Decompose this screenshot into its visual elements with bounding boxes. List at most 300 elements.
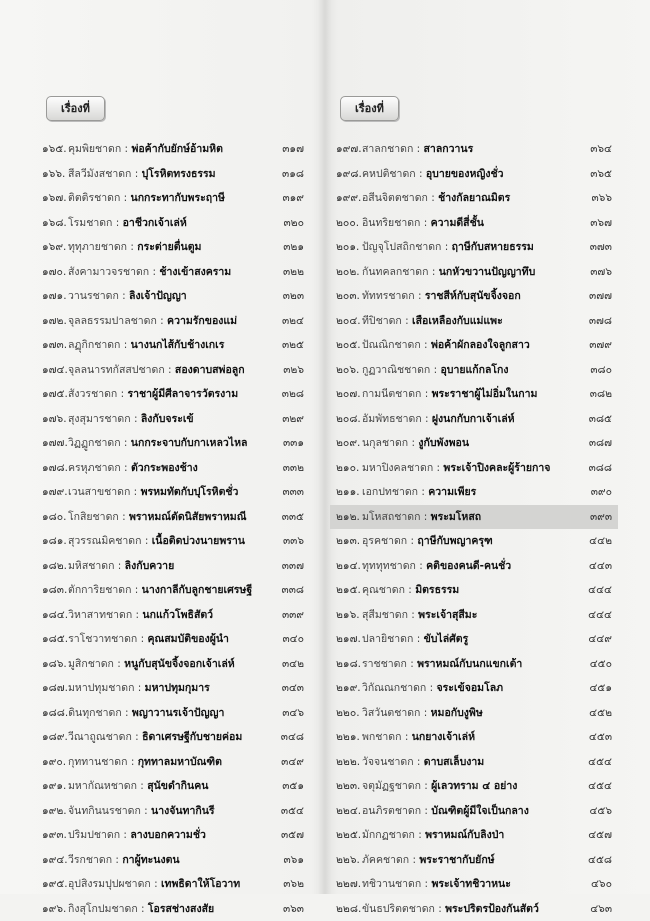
entry-page-number: ๓๘๘: [589, 456, 612, 481]
entry-title: จันทกินนรชาดก: [68, 805, 141, 817]
entry-title: สุวรรณมิคชาดก: [68, 535, 141, 547]
entry-separator: :: [408, 609, 418, 621]
entry-subtitle: งูกับพังพอน: [418, 437, 469, 449]
entry-subtitle: ความเพียร: [428, 486, 476, 498]
entry-separator: :: [131, 584, 141, 596]
entry-page-number: ๓๑๗: [282, 137, 304, 162]
entry-subtitle: พราหมณ์กับลิงป่า: [425, 829, 504, 841]
entry-title: วิกัณณกชาดก: [362, 682, 426, 694]
entry-page-number: ๔๕๐: [590, 652, 612, 677]
entry-title: อุรคชาดก: [362, 535, 407, 547]
toc-entry: [42, 260, 304, 285]
toc-entry: [336, 407, 612, 432]
entry-page-number: ๓๔๙: [281, 750, 304, 775]
entry-title: ปัญจุโปสถิกชาดก: [362, 241, 441, 253]
entry-title: ติตติรชาดก: [68, 192, 120, 204]
entry-number: ๑๗๕.: [42, 382, 68, 407]
entry-number: ๑๖๕.: [42, 137, 68, 162]
entry-separator: :: [426, 682, 436, 694]
entry-page-number: ๓๖๕: [590, 162, 612, 187]
entry-page-number: ๓๖๗: [590, 211, 612, 236]
entry-number: ๑๙๘.: [336, 162, 362, 187]
entry-page-number: ๓๒๖: [283, 358, 304, 383]
entry-page-number: ๓๖๑: [283, 848, 304, 873]
toc-entry: [336, 872, 612, 897]
entry-page-number: ๔๕๒: [589, 701, 612, 726]
entry-page-number: ๓๒๕: [282, 333, 304, 358]
toc-entry: [330, 505, 618, 530]
entry-separator: :: [420, 707, 430, 719]
entry-separator: :: [137, 633, 147, 645]
entry-subtitle: พ่อค้ากับยักษ์อ้ามหิต: [131, 143, 222, 155]
toc-entry: [42, 186, 304, 211]
entry-page-number: ๓๑๙: [282, 186, 304, 211]
toc-entry: [336, 260, 612, 285]
entry-subtitle: เทพธิดาให้โอวาท: [161, 878, 240, 890]
entry-title: ขันธปริตตชาดก: [362, 903, 435, 915]
entry-separator: :: [421, 878, 431, 890]
entry-title: เวนสาขชาดก: [68, 486, 130, 498]
entry-page-number: ๓๗๙: [589, 333, 612, 358]
entry-subtitle: นกหัวขวานปัญญาทึบ: [439, 266, 536, 278]
entry-separator: :: [120, 339, 130, 351]
entry-subtitle: ตัวกระพองช้าง: [131, 462, 198, 474]
entry-subtitle: ความรักของแม่: [167, 315, 237, 327]
entry-separator: :: [120, 192, 130, 204]
entry-page-number: ๔๖๐: [591, 872, 612, 897]
entry-subtitle: ฤาษีกับสหายธรรม: [452, 241, 534, 253]
entry-title: วีณาถูณชาดก: [68, 731, 132, 743]
entry-page-number: ๓๔๒: [282, 652, 304, 677]
toc-entry: [42, 309, 304, 334]
entry-subtitle: ขับไล่ศัตรู: [424, 633, 469, 645]
entry-separator: :: [402, 315, 412, 327]
toc-entry: [336, 823, 612, 848]
right-column: [336, 96, 612, 921]
entry-page-number: ๔๔๙: [588, 627, 612, 652]
entry-title: มูสิกชาดก: [68, 658, 114, 670]
entry-subtitle: นกกระทากับพระฤาษี: [131, 192, 225, 204]
entry-title: สังวรชาดก: [68, 388, 117, 400]
entry-separator: :: [157, 315, 167, 327]
entry-number: ๑๗๘.: [42, 456, 68, 481]
entry-title: เอกปทชาดก: [362, 486, 418, 498]
entry-number: ๑๙๓.: [42, 823, 68, 848]
entry-title: มักกฏชาดก: [362, 829, 415, 841]
entry-page-number: ๔๔๒: [589, 529, 612, 554]
entry-page-number: ๓๔๖: [282, 701, 304, 726]
entry-separator: :: [119, 290, 129, 302]
entry-number: ๑๖๗.: [42, 186, 68, 211]
entry-subtitle: มหาปทุมกุมาร: [145, 682, 210, 694]
entry-page-number: ๓๘๕: [589, 407, 612, 432]
entry-subtitle: ราชสีห์กับสุนัขจิ้งจอก: [425, 290, 521, 302]
entry-number: ๑๗๑.: [42, 284, 68, 309]
entry-page-number: ๓๒๘: [282, 382, 304, 407]
entry-number: ๑๘๔.: [42, 603, 68, 628]
entry-subtitle: พระเจ้าทชิวาหนะ: [431, 878, 510, 890]
toc-entry: [336, 897, 612, 921]
entry-page-number: ๓๓๒: [283, 456, 304, 481]
entry-separator: :: [131, 413, 141, 425]
entry-subtitle: นกกระจาบกับกาเหลวไหล: [131, 437, 248, 449]
toc-entry: [42, 603, 304, 628]
entry-subtitle: พระเจ้าสุสีมะ: [418, 609, 477, 621]
entry-number: ๑๘๗.: [42, 676, 68, 701]
entry-title: จุลลธรรมปาลชาดก: [68, 315, 157, 327]
entry-number: ๒๑๔.: [336, 554, 362, 579]
entry-number: ๑๘๕.: [42, 627, 68, 652]
entry-page-number: ๔๕๔: [588, 774, 612, 799]
toc-entry: [336, 456, 612, 481]
entry-title: วีรกชาดก: [68, 854, 112, 866]
entry-number: ๑๙๗.: [336, 137, 362, 162]
right-toc-list: [336, 137, 612, 921]
entry-number: ๑๘๐.: [42, 505, 68, 530]
entry-subtitle: ดาบสเล็บงาม: [424, 756, 484, 768]
entry-subtitle: ลิงกับจระเข้: [141, 413, 194, 425]
entry-number: ๒๒๘.: [336, 897, 362, 921]
entry-separator: :: [120, 829, 130, 841]
entry-subtitle: นกแก้วโพธิสัตว์: [142, 609, 213, 621]
entry-title: ภัคคชาดก: [362, 854, 409, 866]
toc-entry: [336, 186, 612, 211]
entry-number: ๑๗๗.: [42, 431, 68, 456]
entry-separator: :: [134, 682, 144, 694]
entry-page-number: ๓๘๒: [590, 382, 612, 407]
entry-subtitle: พราหมณ์ตัดนิสัยพราหมณี: [129, 511, 246, 523]
entry-title: สุสีมชาดก: [362, 609, 408, 621]
toc-entry: [42, 358, 304, 383]
entry-number: ๒๑๙.: [336, 676, 362, 701]
entry-subtitle: เสือเหลืองกับแม่แพะ: [412, 315, 503, 327]
entry-separator: :: [421, 805, 431, 817]
toc-entry: [42, 137, 304, 162]
entry-separator: :: [121, 143, 131, 155]
entry-title: อัมพัทธชาดก: [362, 413, 422, 425]
toc-entry: [336, 701, 612, 726]
entry-page-number: ๔๕๘: [588, 848, 612, 873]
entry-number: ๒๒๓.: [336, 774, 362, 799]
toc-entry: [42, 235, 304, 260]
entry-number: ๒๐๗.: [336, 382, 362, 407]
entry-number: ๒๐๐.: [336, 211, 362, 236]
entry-subtitle: นางนกไส้กับช้างเกเร: [131, 339, 225, 351]
entry-title: กูฏวาณิชชาดก: [362, 364, 430, 376]
entry-page-number: ๓๗๘: [589, 309, 612, 334]
entry-title: ลฏุกิกชาดก: [68, 339, 120, 351]
entry-title: คหปติชาดก: [362, 168, 416, 180]
entry-subtitle: อุบายของหญิงชั่ว: [426, 168, 504, 180]
entry-subtitle: กระต่ายตื่นตูม: [137, 241, 201, 253]
entry-subtitle: พราหมณ์กับนกแขกเต้า: [417, 658, 522, 670]
entry-subtitle: อุบายแก้กลโกง: [440, 364, 508, 376]
entry-title: สีลวีมังสชาดก: [68, 168, 131, 180]
entry-page-number: ๔๕๔: [588, 750, 612, 775]
entry-subtitle: พ่อค้าผักลองใจลูกสาว: [431, 339, 530, 351]
entry-title: นกุลชาดก: [362, 437, 408, 449]
entry-title: โรมชาดก: [68, 217, 112, 229]
entry-page-number: ๓๓๕: [282, 505, 304, 530]
entry-title: จตุมัฏฐชาดก: [362, 780, 421, 792]
entry-separator: :: [117, 388, 127, 400]
entry-separator: :: [414, 756, 424, 768]
entry-page-number: ๓๙๐: [591, 480, 612, 505]
toc-entry: [42, 750, 304, 775]
entry-title: สาลกชาดก: [362, 143, 413, 155]
entry-separator: :: [407, 535, 417, 547]
toc-entry: [42, 284, 304, 309]
entry-subtitle: สาลกวานร: [424, 143, 474, 155]
entry-page-number: ๓๖๒: [283, 872, 304, 897]
entry-title: วานรชาดก: [68, 290, 119, 302]
entry-separator: :: [421, 339, 431, 351]
toc-entry: [42, 554, 304, 579]
entry-separator: :: [433, 462, 443, 474]
entry-title: มหิสชาดก: [68, 560, 114, 572]
entry-number: ๑๙๙.: [336, 186, 362, 211]
entry-page-number: ๓๖๔: [590, 137, 612, 162]
entry-subtitle: โอรสช่างสงสัย: [148, 903, 214, 915]
toc-entry: [42, 456, 304, 481]
entry-page-number: ๓๖๓: [283, 897, 304, 921]
entry-number: ๑๙๐.: [42, 750, 68, 775]
entry-separator: :: [422, 413, 432, 425]
toc-entry: [42, 872, 304, 897]
page-gutter: [318, 0, 332, 894]
entry-page-number: ๓๓๘: [282, 578, 304, 603]
toc-entry: [42, 823, 304, 848]
entry-separator: :: [127, 756, 137, 768]
entry-page-number: ๔๔๔: [588, 603, 612, 628]
entry-title: โกสิยชาดก: [68, 511, 119, 523]
entry-subtitle: นางกาลีกับลูกชายเศรษฐี: [142, 584, 253, 596]
toc-entry: [42, 431, 304, 456]
entry-subtitle: สุนัขดำกินคน: [147, 780, 208, 792]
entry-title: ทีปิชาดก: [362, 315, 402, 327]
entry-title: พกชาดก: [362, 731, 401, 743]
entry-separator: :: [130, 486, 140, 498]
toc-entry: [336, 799, 612, 824]
entry-page-number: ๓๓๙: [282, 603, 304, 628]
entry-subtitle: พรหมทัตกับปุโรหิตชั่ว: [141, 486, 239, 498]
entry-subtitle: หนูกับสุนัขจิ้งจอกเจ้าเล่ห์: [124, 658, 235, 670]
entry-title: กิงสุโกปมชาดก: [68, 903, 138, 915]
toc-entry: [336, 603, 612, 628]
entry-title: กามนีตชาดก: [362, 388, 421, 400]
entry-number: ๒๒๖.: [336, 848, 362, 873]
entry-separator: :: [119, 511, 129, 523]
toc-entry: [42, 627, 304, 652]
entry-separator: :: [138, 903, 148, 915]
entry-page-number: ๔๕๑: [589, 676, 612, 701]
entry-subtitle: ความดีสี่ชั้น: [431, 217, 484, 229]
entry-separator: :: [132, 731, 142, 743]
entry-page-number: ๓๕๑: [282, 774, 304, 799]
entry-number: ๑๙๖.: [42, 897, 68, 921]
entry-title: ทชิวานชาดก: [362, 878, 421, 890]
toc-entry: [42, 162, 304, 187]
toc-entry: [42, 578, 304, 603]
entry-separator: :: [416, 560, 426, 572]
entry-title: คุมพิยชาดก: [68, 143, 121, 155]
entry-number: ๑๘๒.: [42, 554, 68, 579]
entry-number: ๑๙๑.: [42, 774, 68, 799]
left-section-header: เรื่องที่: [46, 96, 105, 121]
toc-entry: [336, 676, 612, 701]
entry-separator: :: [416, 168, 426, 180]
left-toc-list: [42, 137, 304, 921]
entry-title: คุณชาดก: [362, 584, 405, 596]
entry-page-number: ๓๓๓: [282, 480, 304, 505]
entry-page-number: ๔๕๗: [588, 823, 612, 848]
entry-separator: :: [112, 854, 122, 866]
entry-title: ครหุภชาดก: [68, 462, 121, 474]
toc-entry: [336, 725, 612, 750]
entry-number: ๑๗๒.: [42, 309, 68, 334]
entry-title: ราชชาดก: [362, 658, 407, 670]
entry-page-number: ๓๓๑: [283, 431, 304, 456]
entry-subtitle: มิตรธรรม: [415, 584, 459, 596]
entry-number: ๒๑๒.: [336, 505, 362, 530]
entry-subtitle: หมอกับงูพิษ: [431, 707, 483, 719]
toc-entry: [42, 480, 304, 505]
entry-subtitle: พระราชากับยักษ์: [419, 854, 494, 866]
entry-separator: :: [131, 168, 141, 180]
entry-number: ๑๘๘.: [42, 701, 68, 726]
entry-page-number: ๓๘๗: [589, 431, 612, 456]
entry-number: ๒๒๕.: [336, 823, 362, 848]
entry-title: มหากัณหชาดก: [68, 780, 137, 792]
entry-subtitle: นางจันทากินรี: [151, 805, 215, 817]
entry-title: ทัททรชาดก: [362, 290, 415, 302]
entry-number: ๒๑๓.: [336, 529, 362, 554]
entry-number: ๑๙๒.: [42, 799, 68, 824]
entry-title: มโหสถชาดก: [362, 511, 420, 523]
entry-subtitle: พระมโหสถ: [431, 511, 481, 523]
entry-separator: :: [435, 903, 445, 915]
entry-page-number: ๓๒๙: [282, 407, 304, 432]
entry-page-number: ๓๔๓: [282, 676, 304, 701]
entry-separator: :: [428, 192, 438, 204]
entry-subtitle: สองดาบสพ่อลูก: [175, 364, 245, 376]
entry-number: ๑๖๖.: [42, 162, 68, 187]
entry-number: ๒๐๖.: [336, 358, 362, 383]
entry-number: ๑๗๔.: [42, 358, 68, 383]
entry-title: อินทริยชาดก: [362, 217, 420, 229]
entry-number: ๑๘๖.: [42, 652, 68, 677]
entry-number: ๑๘๓.: [42, 578, 68, 603]
toc-entry: [336, 162, 612, 187]
entry-subtitle: กาผู้ทะนงตน: [122, 854, 179, 866]
entry-number: ๒๐๔.: [336, 309, 362, 334]
entry-page-number: ๓๙๓: [590, 505, 612, 530]
toc-entry: [336, 578, 612, 603]
entry-number: ๒๒๔.: [336, 799, 362, 824]
entry-title: สุงสุมารชาดก: [68, 413, 131, 425]
entry-separator: :: [407, 658, 417, 670]
entry-number: ๒๑๐.: [336, 456, 362, 481]
toc-entry: [42, 725, 304, 750]
entry-page-number: ๔๕๖: [589, 799, 612, 824]
entry-subtitle: พญาวานรเจ้าปัญญา: [132, 707, 224, 719]
entry-separator: :: [149, 266, 159, 278]
entry-number: ๒๑๗.: [336, 627, 362, 652]
toc-entry: [336, 529, 612, 554]
entry-separator: :: [421, 388, 431, 400]
toc-entry: [336, 848, 612, 873]
entry-page-number: ๓๑๘: [282, 162, 304, 187]
entry-page-number: ๓๒๓: [283, 284, 304, 309]
entry-title: วิสวันตชาดก: [362, 707, 420, 719]
toc-entry: [42, 652, 304, 677]
toc-entry: [42, 848, 304, 873]
entry-title: ทุทุภายชาดก: [68, 241, 127, 253]
entry-subtitle: ฝูงนกกับกาเจ้าเล่ห์: [432, 413, 515, 425]
toc-entry: [336, 774, 612, 799]
entry-separator: :: [141, 535, 151, 547]
toc-entry: [42, 701, 304, 726]
entry-number: ๒๐๘.: [336, 407, 362, 432]
entry-title: จุลลนารทกัสสปชาดก: [68, 364, 165, 376]
entry-subtitle: ปุโรหิตทรงธรรม: [142, 168, 216, 180]
toc-entry: [336, 137, 612, 162]
left-column: [42, 96, 304, 921]
entry-page-number: ๓๔๘: [281, 725, 304, 750]
entry-number: ๒๒๐.: [336, 701, 362, 726]
toc-entry: [42, 774, 304, 799]
entry-subtitle: ลางบอกความชั่ว: [130, 829, 206, 841]
toc-entry: [42, 407, 304, 432]
entry-page-number: ๓๔๐: [282, 627, 304, 652]
entry-title: มหาปทุมชาดก: [68, 682, 134, 694]
toc-entry: [336, 284, 612, 309]
entry-separator: :: [121, 437, 131, 449]
entry-page-number: ๓๗๓: [590, 235, 612, 260]
entry-title: ทุททุทชาดก: [362, 560, 416, 572]
entry-number: ๒๐๙.: [336, 431, 362, 456]
toc-entry: [336, 358, 612, 383]
entry-separator: :: [415, 829, 425, 841]
entry-separator: :: [121, 462, 131, 474]
entry-separator: :: [420, 217, 430, 229]
entry-separator: :: [401, 731, 411, 743]
entry-number: ๒๐๓.: [336, 284, 362, 309]
entry-page-number: ๓๒๐: [283, 211, 304, 236]
entry-subtitle: คติของคนดี-คนชั่ว: [426, 560, 511, 572]
entry-page-number: ๓๕๗: [281, 823, 304, 848]
entry-page-number: ๓๕๔: [281, 799, 304, 824]
entry-page-number: ๔๔๔: [588, 578, 612, 603]
toc-entry: [42, 897, 304, 921]
entry-page-number: ๔๕๓: [589, 725, 612, 750]
entry-separator: :: [430, 364, 440, 376]
entry-page-number: ๓๓๖: [283, 529, 304, 554]
entry-subtitle: นกยางเจ้าเล่ห์: [412, 731, 475, 743]
entry-subtitle: เนื้อติดบ่วงนายพราน: [152, 535, 245, 547]
entry-page-number: ๓๒๒: [283, 260, 304, 285]
entry-title: วิหาสาทชาดก: [68, 609, 132, 621]
entry-subtitle: บัณฑิตผู้มีใจเป็นกลาง: [431, 805, 529, 817]
entry-subtitle: ราชาผู้มีศีลาจารวัตรงาม: [128, 388, 239, 400]
entry-page-number: ๔๔๓: [589, 554, 612, 579]
entry-title: วิฏฏูกชาดก: [68, 437, 121, 449]
entry-subtitle: จระเข้จอมโลภ: [437, 682, 504, 694]
entry-subtitle: ธิดาเศรษฐีกับชายค่อม: [142, 731, 242, 743]
entry-separator: :: [418, 486, 428, 498]
entry-page-number: ๓๒๑: [283, 235, 304, 260]
entry-number: ๒๑๕.: [336, 578, 362, 603]
